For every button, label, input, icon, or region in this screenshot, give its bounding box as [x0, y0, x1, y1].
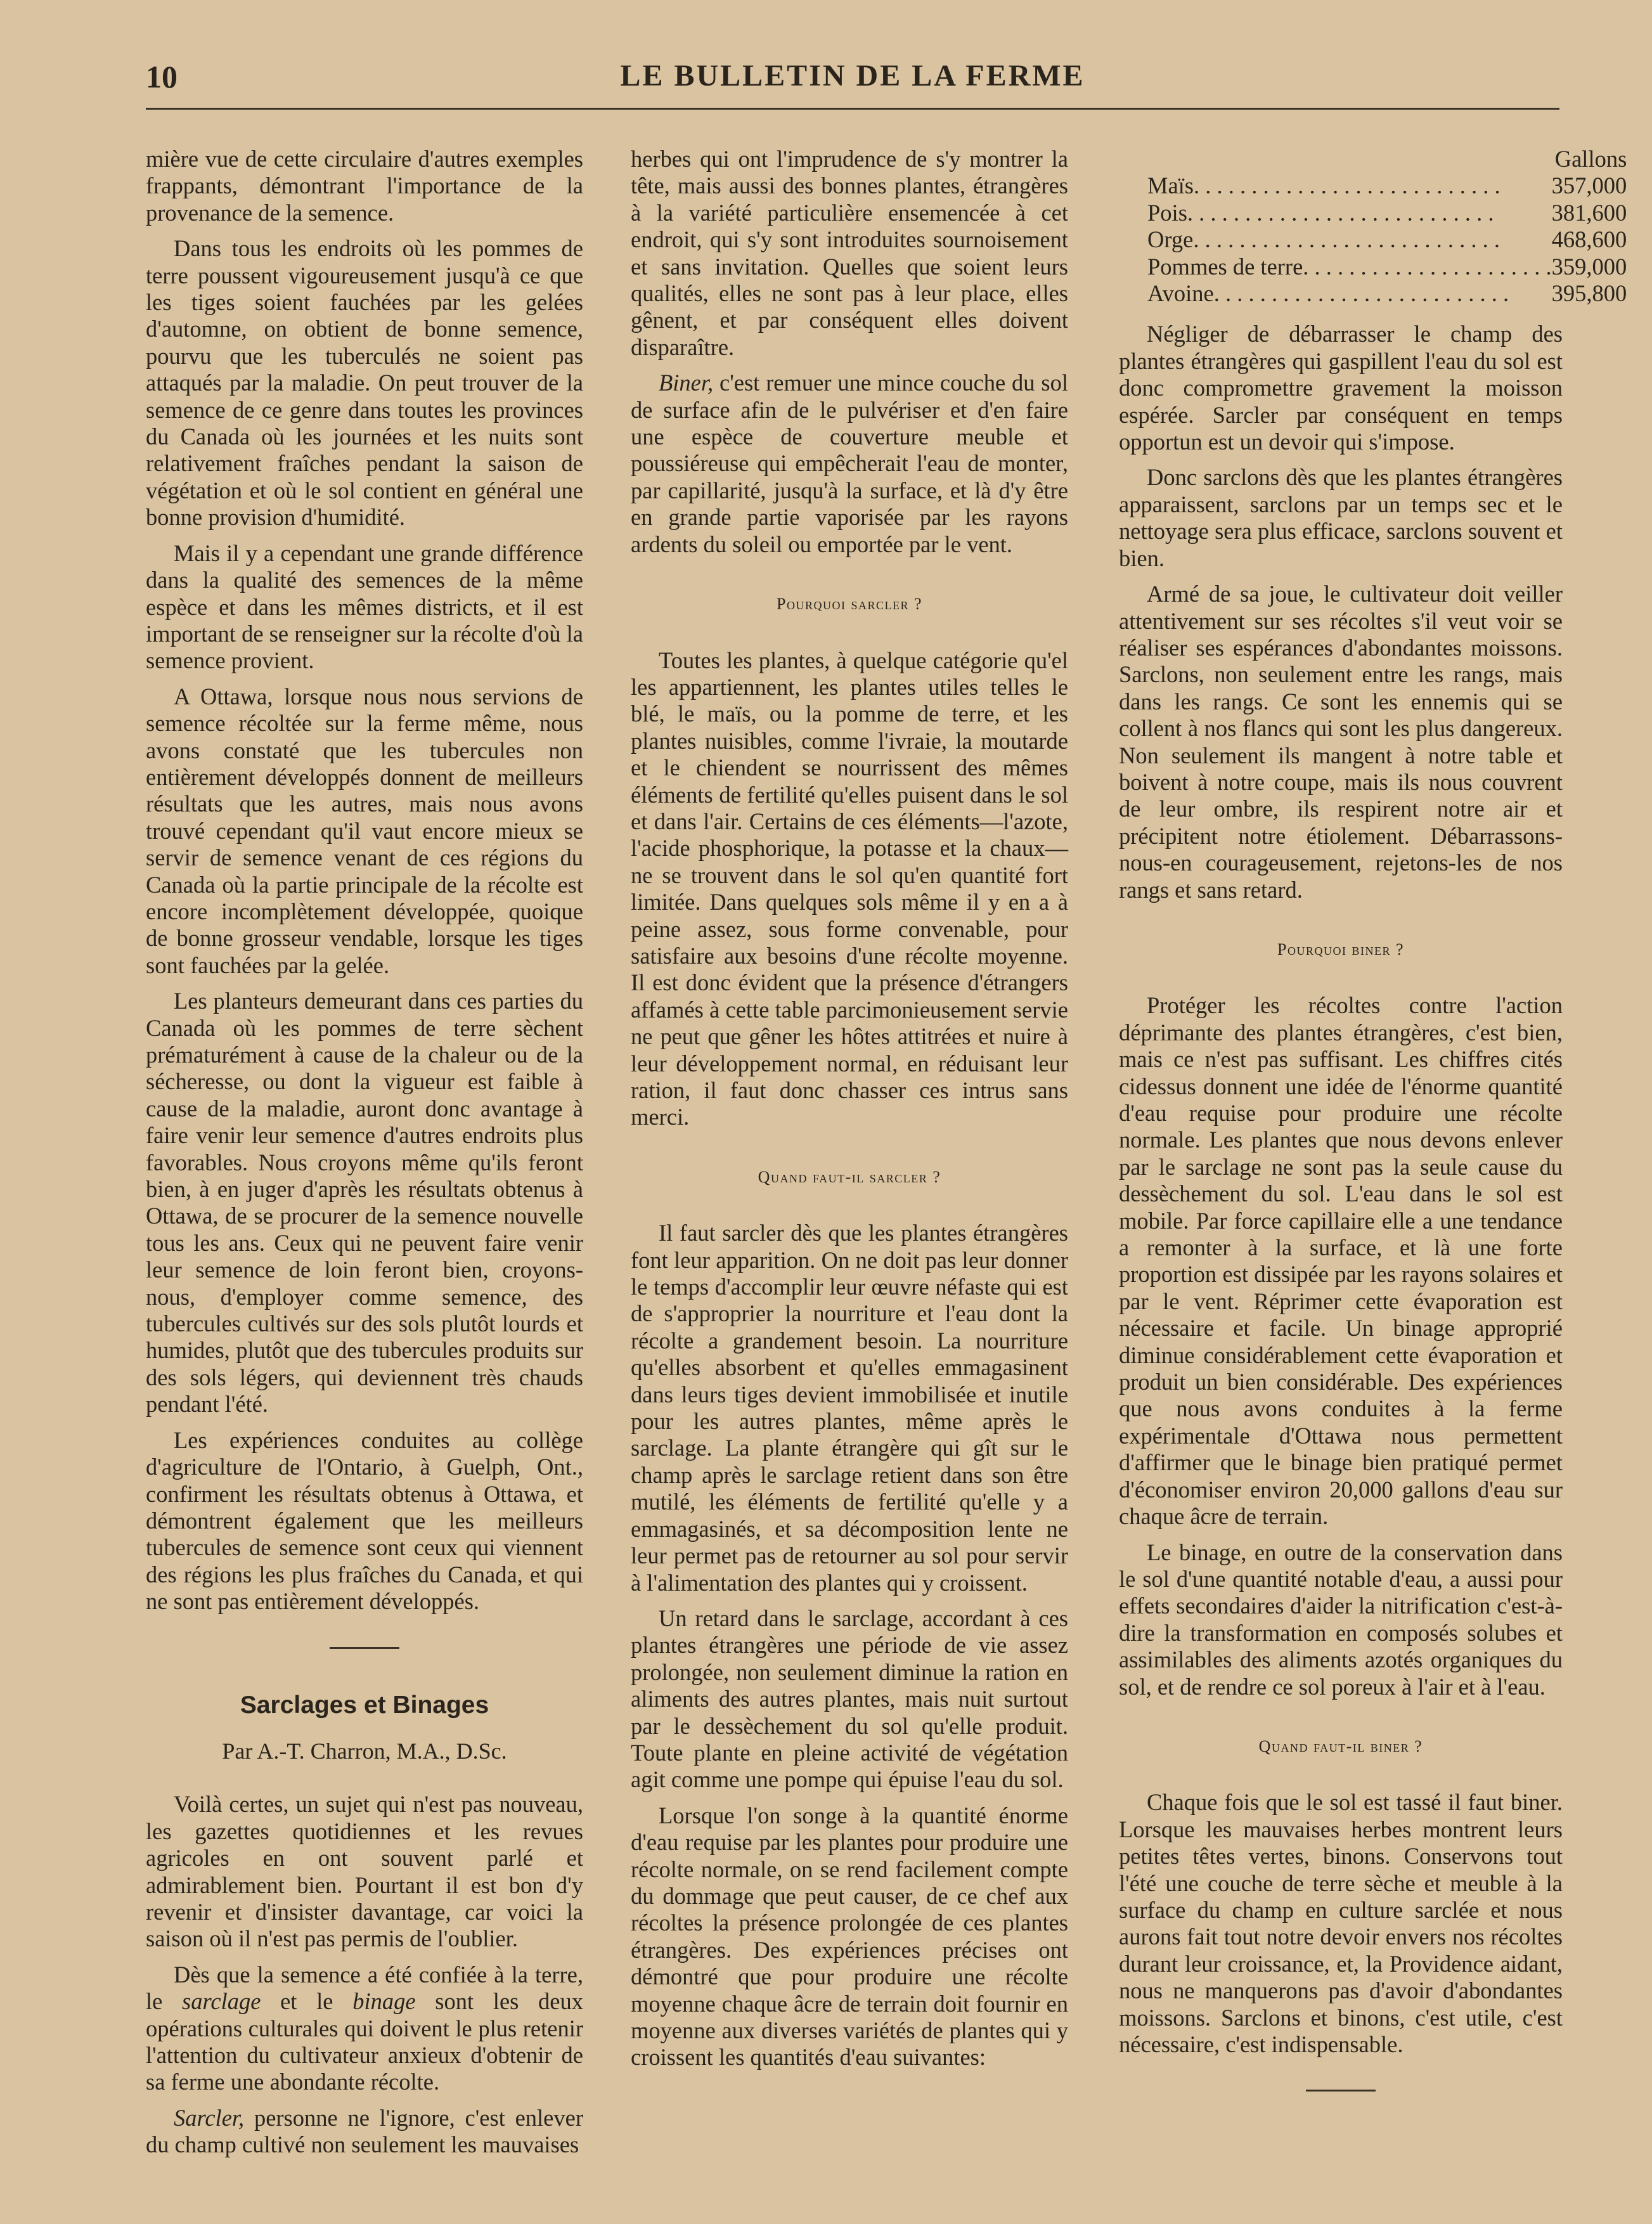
paragraph: mière vue de cette circulaire d'autres exemples frappants, démontrant l'importance de la provenance de la semence. [146, 146, 583, 226]
journal-title: LE BULLETIN DE LA FERME [620, 59, 1085, 93]
crop-name: Pommes de terre. . . . . . . . . . . . . . . . . . . . . . [1147, 253, 1552, 280]
crop-value: 359,000 [1551, 253, 1627, 280]
page-number: 10 [146, 59, 177, 94]
crop-name: Avoine. . . . . . . . . . . . . . . . . . . . . . . . . . [1147, 280, 1509, 307]
paragraph: Lorsque l'on songe à la quantité énorme d'eau requise par les plantes pour produire une récolte normale, on se rend facilement compte du dommage que peut causer, de ce chef aux récoltes la présence prolongée de ces plantes étrangères. Des expériences précises ont démontré que pour produire une récolte moyenne chaque âcre de terrain doit fournir en moyenne aux diverses variétés de plantes qui y croissent les quantités d'eau suivantes: [631, 1802, 1068, 2071]
paragraph: herbes qui ont l'imprudence de s'y montrer la tête, mais aussi des bonnes plantes, étrangères à la variété particulière ensemencée à cet endroit, qui s'y sont introduites sournoisement et sans invitation. Quelles que soient leurs qualités, elles ne sont pas à leur place, elles gênent, et par conséquent elles doivent disparaître. [631, 146, 1068, 360]
text-run: c'est remuer une mince couche du sol de surface afin de le pulvériser et d'en faire une espèce de couverture meuble et poussiéreuse qui empêcherait l'eau de monter, par capillarité, jusqu'à la surface, et là d'y être en grande partie vaporisée par les rayons ardents du soleil ou emportée par le vent. [631, 370, 1068, 557]
paragraph: Négliger de débarrasser le champ des plantes étrangères qui gaspillent l'eau du sol est donc compromettre gravement la moisson espérée. Sarcler par conséquent en temps opportun est un devoir qui s'impose. [1119, 321, 1563, 455]
table-row [1119, 280, 1627, 307]
paragraph: Un retard dans le sarclage, accordant à ces plantes étrangères une période de vie assez prolongée, non seulement diminue la ration en aliments des autres plantes, mais nuit surtout par le dessèchement du sol qu'elle produit. Toute plante en pleine activité de végétation agit comme une pompe qui épuise l'eau du sol. [631, 1605, 1068, 1793]
italic-term: Sarcler, [174, 2104, 245, 2131]
paragraph [631, 370, 1068, 558]
column-3 [1119, 146, 1627, 2091]
crop-value: 381,600 [1551, 199, 1627, 226]
paragraph: Chaque fois que le sol est tassé il faut biner. Lorsque les mauvaises herbes montrent leurs petites têtes vertes, binons. Conservons tout l'été une couche de terre sèche et meuble à la surface du champ en culture sarclée et nous aurons fait tout notre devoir envers nos récoltes durant leur croissance, et, la Providence aidant, nous ne manquerons pas d'avoir d'abondantes moissons. Sarclons et binons, c'est utile, c'est nécessaire, c'est indispensable. [1119, 1789, 1563, 2057]
paragraph: Dans tous les endroits où les pommes de terre poussent vigoureusement jusqu'à ce que les tiges soient fauchées par les gelées d'automne, on obtient de bonne semence, pourvu que les tuberculés ne soient pas attaqués par la maladie. On peut trouver de la semence de ce genre dans toutes les provinces du Canada où les journées et les nuits sont relativement fraîches pendant la saison de végétation et où le sol contient en général une bonne provision d'humidité. [146, 235, 583, 531]
running-head [146, 58, 1559, 103]
crop-value: 395,800 [1551, 280, 1627, 307]
italic-term: binage [352, 1988, 416, 2015]
crop-value: 468,600 [1551, 226, 1627, 253]
table-row [1119, 254, 1627, 280]
paragraph: Protéger les récoltes contre l'action déprimante des plantes étrangères, c'est bien, mais ce n'est pas suffisant. Les chiffres cités cidessus donnent une idée de l'énorme quantité d'eau requise pour produire une récolte normale. Les plantes que nous devons enlever par le sarclage ne sont pas la seule cause du dessèchement du sol. L'eau dans le sol est mobile. Par force capillaire elle a une tendance a remonter à la surface, et là une forte proportion est dissipée par les rayons solaires et par le vent. Réprimer cette évaporation est nécessaire et facile. Un binage approprié diminue considérablement cette évaporation et produit un bien considérable. Des expériences que nous avons conduites à la ferme expérimentale d'Ottawa nous permettent d'affirmer que le binage bien pratiqué permet d'économiser environ 20,000 gallons d'eau sur chaque âcre de terrain. [1119, 992, 1563, 1530]
crop-name: Orge. . . . . . . . . . . . . . . . . . . . . . . . . . . [1147, 226, 1500, 253]
section-heading: Quand faut-il sarcler ? [758, 1167, 941, 1186]
column-2 [631, 146, 1068, 2080]
text-run: personne ne l'ignore, c'est enlever du champ cultivé non seulement les mauvaises [146, 2104, 583, 2158]
italic-term: sarclage [182, 1988, 261, 2015]
paragraph: Il faut sarcler dès que les plantes étrangères font leur apparition. On ne doit pas leur donner le temps d'accomplir leur œuvre néfaste qui est de s'approprier la nourriture et l'eau dont la récolte a grandement besoin. La nourriture qu'elles absorbent et qu'elles emmagasinent dans leurs tiges devient immobilisée et inutile pour les autres plantes, même après le sarclage. La plante étrangère qui gît sur le champ après le sarclage retient dans son être mutilé, les éléments de fertilité qu'elle y a emmagasinés, et sa décomposition lente ne leur permet pas de retourner au sol pour servir à l'alimentation des plantes qui y croissent. [631, 1220, 1068, 1596]
crop-value: 357,000 [1551, 172, 1627, 199]
section-divider [1306, 2090, 1376, 2091]
table-row [1119, 200, 1627, 226]
section-heading: Pourquoi biner ? [1277, 940, 1404, 959]
table-row [1119, 172, 1627, 199]
paragraph [146, 1962, 583, 2096]
crop-name: Pois. . . . . . . . . . . . . . . . . . . . . . . . . . . [1147, 199, 1494, 226]
table-row [1119, 226, 1627, 253]
column-1 [146, 146, 583, 2168]
section-heading: Pourquoi sarcler ? [776, 595, 922, 614]
paragraph [146, 2105, 583, 2159]
paragraph: Armé de sa joue, le cultivateur doit veiller attentivement sur ses récoltes s'il veut voir se réaliser ses espérances d'abondantes moissons. Sarclons, non seulement entre les rangs, mais dans les rangs. Ce sont les ennemis qui se collent à nos flancs qui sont les plus dangereux. Non seulement ils mangent à notre table et boivent à notre coupe, mais ils nous couvrent de leur ombre, ils respirent notre air et précipitent notre étiolement. Débarrassons-nous-en courageusement, rejetons-les de nos rangs et sans retard. [1119, 581, 1563, 903]
italic-term: Biner, [659, 370, 714, 396]
paragraph: Les expériences conduites au collège d'agriculture de l'Ontario, à Guelph, Ont., confirment les résultats obtenus à Ottawa, et démontrent également que les meilleurs tubercules de semence sont ceux qui viennent des régions les plus fraîches du Canada, et qui ne sont pas entièrement développés. [146, 1426, 583, 1615]
section-heading: Quand faut-il biner ? [1258, 1736, 1423, 1755]
byline: Par A.-T. Charron, M.A., D.Sc. [222, 1738, 507, 1764]
paragraph: A Ottawa, lorsque nous nous servions de semence récoltée sur la ferme même, nous avons constaté que les tubercules non entièrement développés donnent de meilleurs résultats que les autres, mais nous avons trouvé cependant qu'il vaut encore mieux se servir de semence venant de ces régions du Canada où la partie principale de la récolte est encore incomplètement développée, quoique de bonne grosseur vendable, lorsque les tiges sont fauchées par la gelée. [146, 683, 583, 978]
text-run: et le [261, 1988, 353, 2015]
header-rule [146, 108, 1559, 110]
water-requirement-table [1119, 146, 1627, 307]
table-header: Gallons [1554, 146, 1627, 172]
section-divider [330, 1647, 399, 1649]
crop-name: Maïs. . . . . . . . . . . . . . . . . . . . . . . . . . . [1147, 172, 1500, 199]
paragraph: Toutes les plantes, à quelque catégorie qu'el les appartiennent, les plantes utiles telles le blé, le maïs, ou la pomme de terre, et les plantes nuisibles, comme l'ivraie, la moutarde et le chiendent se nourrissent des mêmes éléments de fertilité qu'elles puisent dans le sol et dans l'air. Certains de ces éléments—l'azote, l'acide phosphorique, la potasse et la chaux—ne se trouvent dans le sol qu'en quantité fort limitée. Dans quelques sols même il y en a à peine assez, sous forme convenable, pour satisfaire aux besoins d'une récolte moyenne. Il est donc évident que la présence d'étrangers affamés à cette table parcimonieusement servie ne peut que gêner les hôtes attitrées et nuire à leur développement normal, en réduisant leur ration, il faut donc chasser ces intrus sans merci. [631, 647, 1068, 1130]
text-run: Dès que la semence a été confiée à la terre, le [146, 1961, 583, 2015]
paragraph: Le binage, en outre de la conservation dans le sol d'une quantité notable d'eau, a aussi pour effets secondaires d'aider la nitrification c'est-à-dire la transformation en composés solubes et assimilables des aliments azotés organiques du sol, et de rendre ce sol poreux à l'air et à l'eau. [1119, 1539, 1563, 1700]
article-title: Sarclages et Binages [240, 1691, 489, 1719]
paragraph: Les planteurs demeurant dans ces parties du Canada où les pommes de terre sèchent prématurément à cause de la chaleur ou de la sécheresse, ou dont la vigueur est faible à cause de la maladie, auront donc avantage à faire venir leur semence d'autres endroits plus favorables. Nous croyons même qu'ils feront bien, à en juger d'après les résultats obtenus à Ottawa, de se procurer de la semence nouvelle tous les ans. Ceux qui ne peuvent faire venir leur semence de loin feront bien, croyons-nous, d'employer comme semence, des tubercules cultivés sur des sols plutôt lourds et humides, plutôt que des tubercules produits sur des sols légers, qui deviennent très chauds pendant l'été. [146, 988, 583, 1418]
table-header-row [1119, 146, 1627, 172]
paragraph: Donc sarclons dès que les plantes étrangères apparaissent, sarclons par un temps sec et le nettoyage sera plus efficace, sarclons souvent et bien. [1119, 464, 1563, 571]
text-run: sont les deux opérations culturales qui doivent le plus retenir l'attention du cultivateur anxieux d'obtenir de sa ferme une abondante récolte. [146, 1988, 583, 2095]
paragraph: Voilà certes, un sujet qui n'est pas nouveau, les gazettes quotidiennes et les revues agricoles en ont souvent parlé et admirablement bien. Pourtant il est bon d'y revenir et d'insister davantage, car voici la saison où il n'est pas permis de l'oublier. [146, 1791, 583, 1952]
paragraph: Mais il y a cependant une grande différence dans la qualité des semences de la même espèce et dans les mêmes districts, et il est important de se renseigner sur la récolte d'où la semence provient. [146, 540, 583, 674]
